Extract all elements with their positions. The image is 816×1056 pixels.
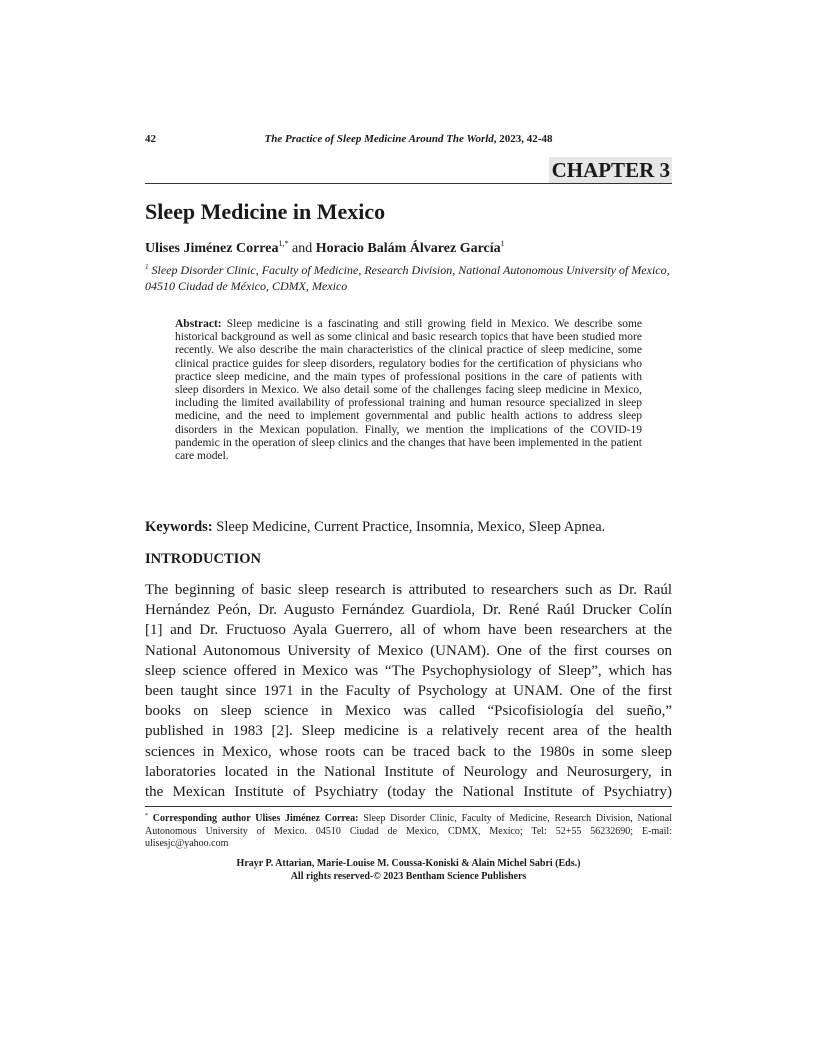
keywords-text: Sleep Medicine, Current Practice, Insomnia, Mexico, Sleep Apnea. [212, 519, 606, 535]
footnote-text: Sleep Disorder Clinic, Faculty of Medicine, Research Division, National Autonomous University of Mexico. 04510 Ciudad de Mexico, CDMX, Mexico; Tel: 52+55 56232690; E-mail: ulisesjc@yahoo.com [145, 813, 672, 849]
paragraph-line: Hernández Peón, Dr. Augusto Fernández Guardiola, Dr. René Raúl Drucker Colín [145, 602, 672, 619]
footnote-divider [145, 806, 672, 807]
rights-line: All rights reserved-© 2023 Bentham Science Publishers [290, 870, 527, 882]
abstract [175, 318, 642, 463]
abstract-label: Abstract: [175, 318, 222, 330]
keywords-label: Keywords: [145, 519, 213, 535]
paragraph-line: The beginning of basic sleep research is attributed to researchers such as Dr. Raúl [145, 582, 672, 598]
editors-line: Hrayr P. Attarian, Marie-Louise M. Coussa-Koniski & Alain Michel Sabri (Eds.) [236, 858, 581, 869]
article-title: Sleep Medicine in Mexico [145, 199, 386, 224]
header-divider [145, 183, 672, 184]
author-connector: and [288, 241, 316, 256]
footnote-label: Corresponding author Ulises Jiménez Correa: [148, 813, 359, 824]
author-line [145, 235, 505, 258]
paragraph-line: sciences in Mexico, whose roots can be traced back to the 1980s in some sleep [145, 743, 672, 760]
footnote-marker: * [145, 813, 148, 819]
paragraph-line: sleep science offered in Mexico was “The Psychophysiology of Sleep”, which has [145, 662, 672, 679]
affiliation [145, 260, 672, 294]
section-heading-introduction: INTRODUCTION [145, 551, 262, 567]
paragraph-line: National Autonomous University of Mexico (UNAM). One of the first courses on [145, 642, 672, 659]
affiliation-marker: 1 [145, 263, 149, 271]
journal-year-pages: , 2023, 42-48 [493, 133, 553, 145]
paragraph-line: laboratories located in the National Institute of Neurology and Neurosurgery, in [145, 763, 672, 780]
chapter-label: CHAPTER 3 [549, 157, 672, 183]
author-name: Ulises Jiménez Correa [145, 241, 279, 256]
paragraph-line: the Mexican Institute of Psychiatry (today the National Institute of Psychiatry) [145, 784, 672, 801]
paragraph-line: books on sleep science in Mexico was called “Psicofisiología del sueño,” [145, 703, 672, 720]
author-affiliation-marker: 1,* [278, 239, 289, 248]
abstract-text: Sleep medicine is a fascinating and still growing field in Mexico. We describe some historical background as well as some clinical and basic research topics that have been studied more recently. We also describe the main characteristics of the clinical practice of sleep medicine, some clinical practice guides for sleep disorders, regulatory bodies for the certification of physicians who practice sleep medicine, and the main types of professional positions in the care of patients with sleep disorders in Mexico. We also detail some of the challenges facing sleep medicine in Mexico, including the limited availability of professional training and human resource specialized in sleep medicine, and the need to implement governmental and public health actions to address sleep disorders in the Mexican population. Finally, we mention the implications of the COVID-19 pandemic in the operation of sleep clinics and the changes that have been implemented in the patient care model. [175, 318, 642, 463]
journal-title: The Practice of Sleep Medicine Around The World [264, 133, 494, 145]
affiliation-text: Sleep Disorder Clinic, Faculty of Medicine, Research Division, National Autonomous University of Mexico, 04510 Ciudad de México, CDMX, Mexico [145, 263, 670, 293]
author-affiliation-marker: 1 [500, 239, 505, 248]
publisher-block [145, 858, 672, 883]
paragraph-line: been taught since 1971 in the Faculty of Psychology at UNAM. One of the first [145, 683, 672, 700]
corresponding-author-footnote [145, 810, 672, 851]
introduction-paragraph [145, 580, 672, 802]
journal-citation [145, 133, 672, 145]
keywords [145, 519, 605, 536]
page-number: 42 [145, 133, 156, 145]
paragraph-line: [1] and Dr. Fructuoso Ayala Guerrero, all of whom have been researchers at the [145, 622, 672, 639]
paragraph-line: published in 1983 [2]. Sleep medicine is a relatively recent area of the health [145, 723, 672, 740]
author-name: Horacio Balám Álvarez García [315, 241, 501, 256]
